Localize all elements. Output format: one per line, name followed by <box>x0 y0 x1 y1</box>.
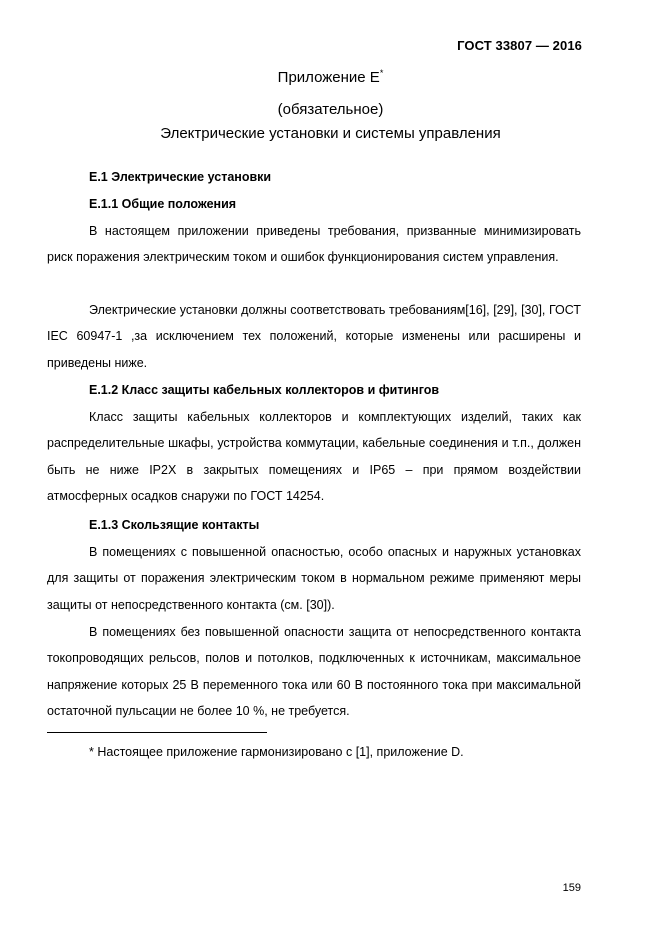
footnote: * Настоящее приложение гармонизировано с [1], приложение D. <box>89 745 464 759</box>
paragraph-e11-1 <box>47 218 581 271</box>
appendix-title-text: Приложение Е <box>277 69 380 86</box>
footnote-separator <box>47 732 267 733</box>
section-e1-heading: Е.1 Электрические установки <box>89 170 272 184</box>
paragraph-e13-2 <box>47 619 581 725</box>
section-e11-heading: Е.1.1 Общие положения <box>89 197 237 211</box>
appendix-footnote-mark: * <box>379 68 384 78</box>
paragraph-e12-1-text: Класс защиты кабельных коллекторов и комплектующих изделий, таких как распределительные шкафы, устройства коммутации, кабельные соединения и т.п., должен быть не ниже IP2X в закрытых помещениях и IP65 – при прямом воздействии атмосферных осадков снаружи по ГОСТ 14254. <box>47 410 581 504</box>
section-e12-heading: Е.1.2 Класс защиты кабельных коллекторов и фитингов <box>89 383 440 397</box>
page-number: 159 <box>562 882 581 894</box>
paragraph-e11-1-text: В настоящем приложении приведены требования, призванные минимизировать риск поражения электрическим током и ошибок функционирования систем управления. <box>47 224 581 265</box>
paragraph-e12-1 <box>47 404 581 510</box>
paragraph-e13-1-text: В помещениях с повышенной опасностью, особо опасных и наружных установках для защиты от поражения электрическим током в нормальном режиме применяют меры защиты от непосредственного контакта (см. [30]). <box>47 545 581 612</box>
standard-header: ГОСТ 33807 — 2016 <box>457 38 582 53</box>
paragraph-e11-2 <box>47 297 581 376</box>
paragraph-e11-2-text: Электрические установки должны соответствовать требованиям[16], [29], [30], ГОСТ IEC 60947-1 ,за исключением тех положений, которые изменены или расширены и приведены ниже. <box>47 303 581 370</box>
appendix-name: Электрические установки и системы управления <box>160 125 501 142</box>
paragraph-e13-2-text: В помещениях без повышенной опасности защита от непосредственного контакта токопроводящих рельсов, полов и потолков, подключенных к источникам, максимальное напряжение которых 25 В переменного тока или 60 В постоянного тока при максимальной остаточной пульсации не более 10 %, не требуется. <box>47 625 581 719</box>
section-e13-heading: Е.1.3 Скользящие контакты <box>89 518 260 532</box>
appendix-title <box>0 69 661 86</box>
appendix-status: (обязательное) <box>277 101 384 118</box>
paragraph-e13-1 <box>47 539 581 618</box>
